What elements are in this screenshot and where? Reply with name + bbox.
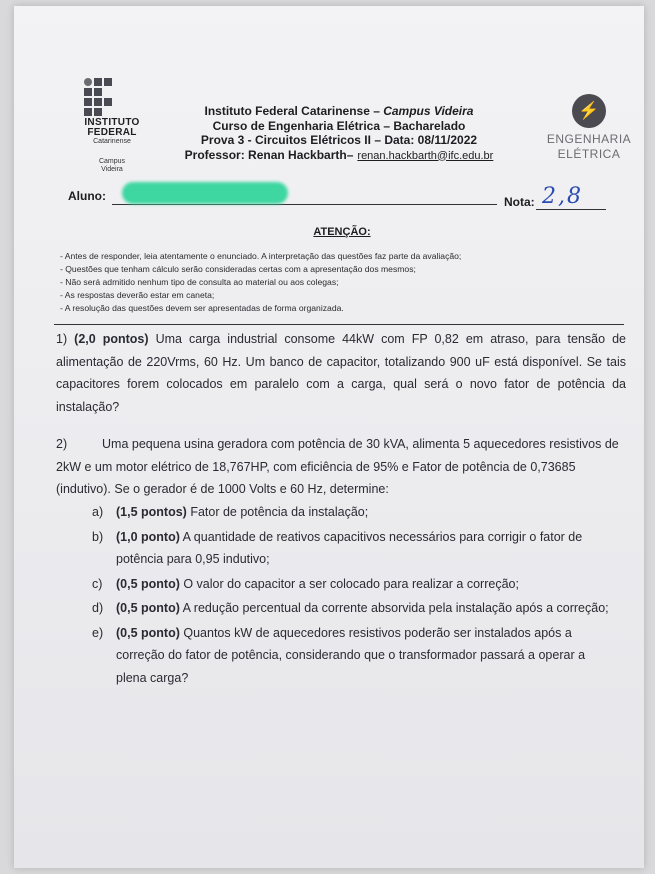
rule-item: - Antes de responder, leia atentamente o enunciado. A interpretação das questões faz parte da avaliação; xyxy=(60,251,462,261)
item-text: Quantos kW de aquecedores resistivos poderão ser instalados após a correção do fator de potência, considerando que o transformador passará a operar a plena carga? xyxy=(116,625,586,685)
exam-sheet xyxy=(14,6,644,868)
item-points: (1,0 ponto) xyxy=(116,529,180,544)
question-2-item-d xyxy=(88,597,618,620)
exam-line: Prova 3 - Circuitos Elétricos II – Data: 08/11/2022 xyxy=(200,133,478,147)
grade-label: Nota: xyxy=(504,195,535,209)
exam-header xyxy=(154,104,524,163)
if-logo-line3: Catarinense xyxy=(93,138,131,145)
notice-title-text: ATENÇÃO: xyxy=(313,226,371,238)
grade-handwritten: 2,8 xyxy=(542,184,583,209)
if-logo-line5: Videira xyxy=(101,166,123,173)
professor-email: renan.hackbarth@ifc.edu.br xyxy=(357,149,494,162)
professor-name: Professor: Renan Hackbarth– xyxy=(184,147,354,162)
grade-line xyxy=(536,209,606,210)
item-text: Fator de potência da instalação; xyxy=(186,505,369,519)
lightning-badge-icon: ⚡ xyxy=(572,94,606,128)
question-2-number: 2) xyxy=(56,437,68,451)
item-text: O valor do capacitor a ser colocado para realizar a correção; xyxy=(179,576,519,591)
question-2-item-b xyxy=(88,526,618,571)
item-points: (0,5 ponto) xyxy=(116,576,180,591)
question-1-points: (2,0 pontos) xyxy=(74,332,149,346)
question-2-text: Uma pequena usina geradora com potência de 30 kVA, alimenta 5 aquecedores resistivos de 2kW e um motor elétrico de 18,767HP, com eficiência de 95% e Fator de potência de 0,73685 (indutivo). Se o gerador é de 1000 Volts e 60 Hz, determine: xyxy=(56,437,619,496)
ee-logo-line1: ENGENHARIA xyxy=(546,132,632,146)
if-logo-line1: INSTITUTO xyxy=(84,117,140,128)
institution-name: Instituto Federal Catarinense – xyxy=(204,104,384,118)
if-logo-line2: FEDERAL xyxy=(87,127,137,138)
if-logo-line4: Campus xyxy=(98,158,126,165)
notice-rules xyxy=(60,250,620,315)
institution-line xyxy=(154,104,524,119)
course-line: Curso de Engenharia Elétrica – Bacharelado xyxy=(212,118,466,133)
item-text: A quantidade de reativos capacitivos necessários para corrigir o fator de potência para 0,95 indutivo; xyxy=(116,529,583,566)
ee-logo-line2: ELÉTRICA xyxy=(557,147,621,161)
question-2-item-c xyxy=(88,573,618,596)
institution-campus: Campus Videira xyxy=(383,104,474,118)
rule-item: - As respostas deverão estar em caneta; xyxy=(60,290,215,300)
rule-item: - A resolução das questões devem ser apresentadas de forma organizada. xyxy=(60,303,344,313)
item-letter: d) xyxy=(92,601,104,615)
item-letter: c) xyxy=(92,576,103,591)
rule-item: - Questões que tenham cálculo serão consideradas certas com a apresentação dos mesmos; xyxy=(60,264,416,274)
item-points: (0,5 ponto) xyxy=(116,601,180,615)
engenharia-eletrica-logo xyxy=(534,94,644,162)
question-2-item-e xyxy=(88,622,618,690)
item-letter: a) xyxy=(92,505,104,519)
student-label: Aluno: xyxy=(68,189,106,203)
rule-item: - Não será admitido nenhum tipo de consulta ao material ou aos colegas; xyxy=(60,277,339,287)
section-divider xyxy=(54,324,624,325)
redaction-mark xyxy=(122,182,288,204)
question-2 xyxy=(56,433,626,501)
question-1-number: 1) xyxy=(56,332,68,346)
item-points: (1,5 pontos) xyxy=(116,505,187,519)
item-points: (0,5 ponto) xyxy=(116,625,180,640)
question-2-items xyxy=(88,501,618,691)
question-2-item-a xyxy=(88,501,618,524)
item-text: A redução percentual da corrente absorvida pela instalação após a correção; xyxy=(179,601,609,615)
item-letter: b) xyxy=(92,529,104,544)
question-1-text: Uma carga industrial consome 44kW com FP 0,82 em atraso, para tensão de alimentação de 220Vrms, 60 Hz. Um banco de capacitor, totalizando 900 uF está disponível. Se tais capacitores forem colocados em paralelo com a carga, qual será o novo fator de potência da instalação? xyxy=(56,332,626,414)
professor-line xyxy=(154,148,524,164)
student-name-line xyxy=(112,204,497,205)
notice-title xyxy=(14,226,644,238)
item-letter: e) xyxy=(92,625,104,640)
question-1 xyxy=(56,328,626,418)
